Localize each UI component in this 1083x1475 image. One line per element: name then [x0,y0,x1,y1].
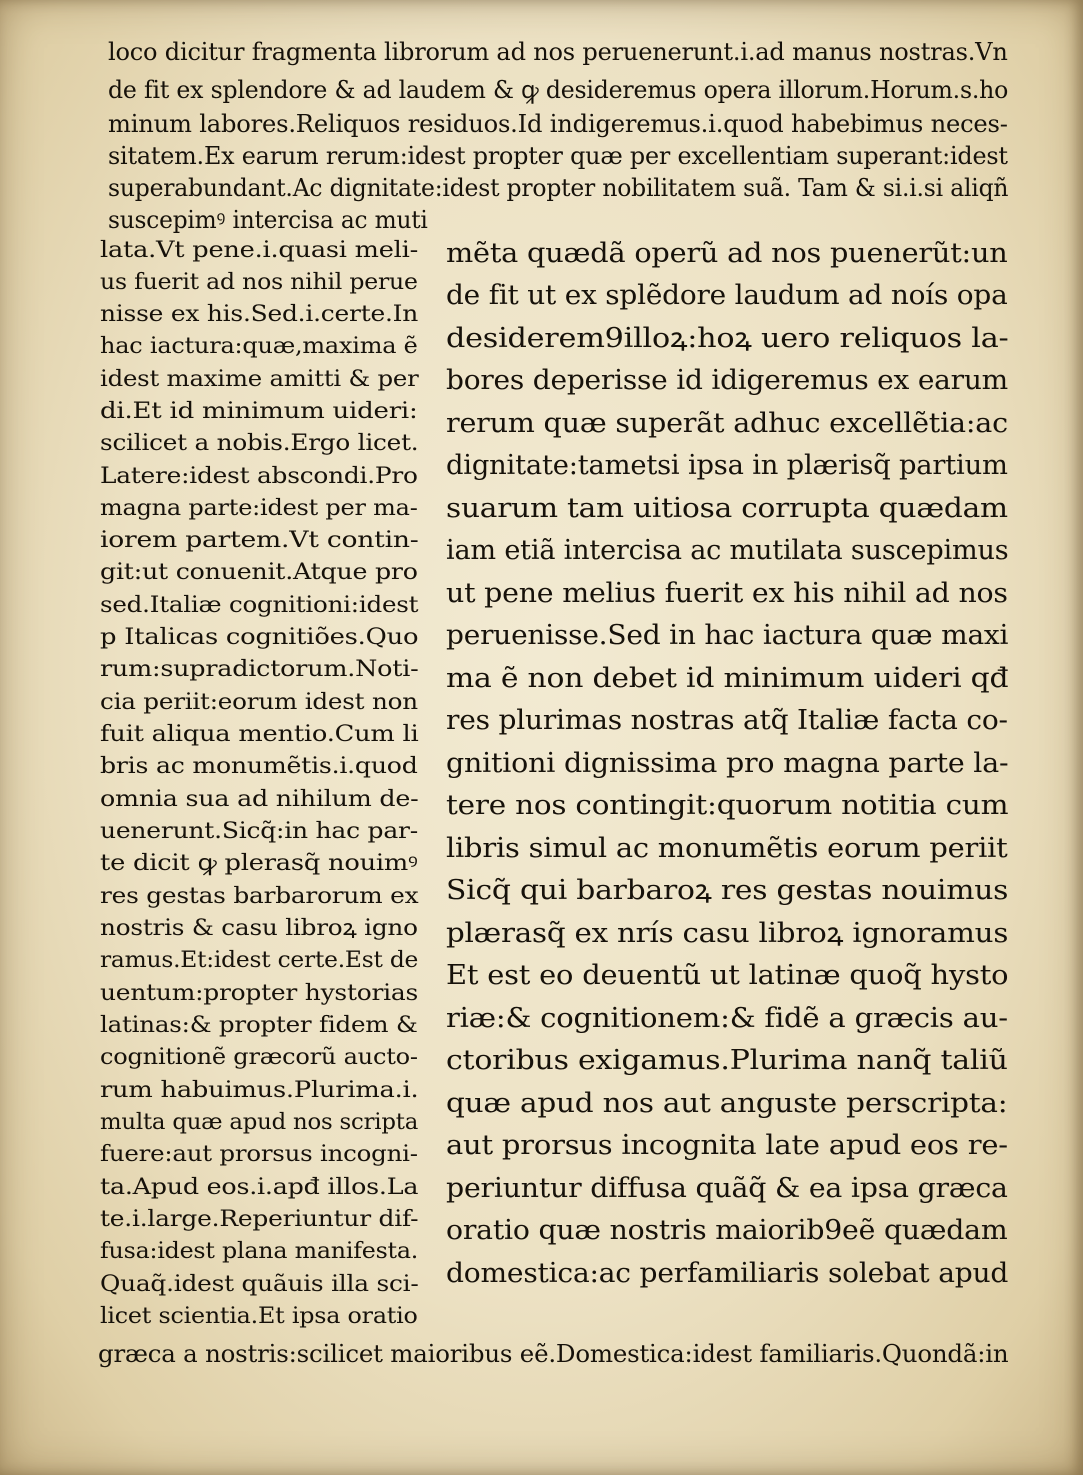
main-text-line: rerum quæ superãt adhuc excellẽtia:ac [446,408,1008,439]
main-text-line: iam etiã intercisa ac mutilata suscepimus [446,535,1009,566]
main-text-line: plærasq̃ ex nrís casu libroꝝ ignoramus [446,918,1009,949]
gloss-line: latinas:& propter fidem & [100,1013,418,1038]
full-width-line: minum labores.Reliquos residuos.Id indigeremus.i.quod habebimus neces- [108,110,1008,138]
gloss-line: uenerunt.Sicq̃:in hac par- [100,819,418,844]
main-text-line: tere nos contingit:quorum notitia cum [446,790,1009,821]
main-text-line: domestica:ac perfamiliaris solebat apud [446,1258,1009,1289]
gloss-line: fuit aliqua mentio.Cum li [100,722,419,747]
main-text-line: peruenisse.Sed in hac iactura quæ maxi [446,620,1009,651]
gloss-line: cia periit:eorum idest non [100,690,418,715]
gloss-line: sed.Italiæ cognitioni:idest [100,593,419,618]
gloss-line: cognitionẽ græcorũ aucto- [100,1045,418,1070]
gloss-line: scilicet a nobis.Ergo licet. [100,431,419,456]
main-text-line: res plurimas nostras atq̃ Italiæ facta co- [446,705,1008,736]
full-width-line: de fit ex splendore & ad laudem & ꝙ desideremus opera illorum.Horum.s.ho [108,76,1009,104]
full-width-line: sitatem.Ex earum rerum:idest propter quæ per excellentiam superant:idest [108,142,1008,170]
gloss-line: nisse ex his.Sed.i.certe.In [100,302,419,327]
gloss-line: hac iactura:quæ,maxima ẽ [100,334,418,359]
gloss-line: Latere:idest abscondi.Pro [100,464,418,489]
gloss-line: fusa:idest plana manifesta. [100,1239,419,1264]
gloss-line: ta.Apud eos.i.apđ illos.La [100,1175,419,1200]
main-text-line: mẽta quædã operũ ad nos puenerũt:un [446,238,1008,269]
gloss-line: ramus.Et:idest certe.Est de [100,948,419,973]
main-text-line: desiderem9illoꝝ:hoꝝ uero reliquos la- [446,323,1009,354]
full-width-line: superabundant.Ac dignitate:idest propter nobilitatem suã. Tam & si.i.si aliqñ [108,174,1009,202]
full-width-line: loco dicitur fragmenta librorum ad nos peruenerunt.i.ad manus nostras.Vn [108,38,1008,66]
gloss-line: us fuerit ad nos nihil perue [100,270,418,295]
gloss-line: omnia sua ad nihilum de- [100,787,419,812]
gloss-line: lata.Vt pene.i.quasi meli- [100,238,419,263]
full-width-line: græca a nostris:scilicet maioribus eẽ.Domestica:idest familiaris.Quondã:in [98,1340,1009,1368]
main-text-line: riæ:& cognitionem:& fidẽ a græcis au- [446,1003,1008,1034]
main-text-line: aut prorsus incognita late apud eos re- [446,1130,1008,1161]
gloss-line: Quaq̃.idest quãuis illa sci- [100,1272,419,1297]
gloss-line: uentum:propter hystorias [100,981,419,1006]
main-text-line: oratio quæ nostris maiorib9eẽ quædam [446,1215,1008,1246]
main-text-line: bores deperisse id idigeremus ex earum [446,365,1008,396]
main-text-line: libris simul ac monumẽtis eorum periit [446,833,1008,864]
gloss-line: te dicit ꝙ plerasq̃ nouimꝰ [100,851,418,876]
gloss-line: iorem partem.Vt contin- [100,528,419,553]
gloss-line: multa quæ apud nos scripta [100,1110,419,1135]
gloss-line: p Italicas cognitiões.Quo [100,625,419,650]
gloss-line: di.Et id minimum uideri: [100,399,418,424]
main-text-line: periuntur diffusa quãq̃ & ea ipsa græca [446,1173,1008,1204]
main-text-line: Sicq̃ qui barbaroꝝ res gestas nouimus [446,875,1009,906]
main-text-line: ma ẽ non debet id minimum uideri qđ [446,663,1009,694]
main-text-line: gnitioni dignissima pro magna parte la- [446,748,1009,779]
full-width-line: suscepimꝰ intercisa ac muti [108,206,428,234]
gloss-line: res gestas barbarorum ex [100,884,419,909]
main-text-line: suarum tam uitiosa corrupta quædam [446,493,1008,524]
gloss-line: idest maxime amitti & per [100,367,419,392]
main-text-line: quæ apud nos aut anguste perscripta: [446,1088,1008,1119]
main-text-line: de fit ut ex splẽdore laudum ad noís opa [446,280,1008,311]
gloss-line: licet scientia.Et ipsa oratio [100,1304,418,1329]
gloss-line: fuere:aut prorsus incogni- [100,1142,418,1167]
main-text-line: ctoribus exigamus.Plurima nanq̃ taliũ [446,1045,1008,1076]
gloss-line: bris ac monumẽtis.i.quod [100,754,418,779]
gloss-line: magna parte:idest per ma- [100,496,418,521]
gloss-line: git:ut conuenit.Atque pro [100,560,418,585]
main-text-line: dignitate:tametsi ipsa in plærisq̃ partium [446,450,1008,481]
gloss-line: rum habuimus.Plurima.i. [100,1078,419,1103]
gloss-line: nostris & casu libroꝝ igno [100,916,418,941]
main-text-line: Et est eo deuentũ ut latinæ quoq̃ hysto [446,960,1009,991]
gloss-line: te.i.large.Reperiuntur dif- [100,1207,419,1232]
gloss-line: rum:supradictorum.Noti- [100,657,419,682]
main-text-line: ut pene melius fuerit ex his nihil ad nos [446,578,1008,609]
